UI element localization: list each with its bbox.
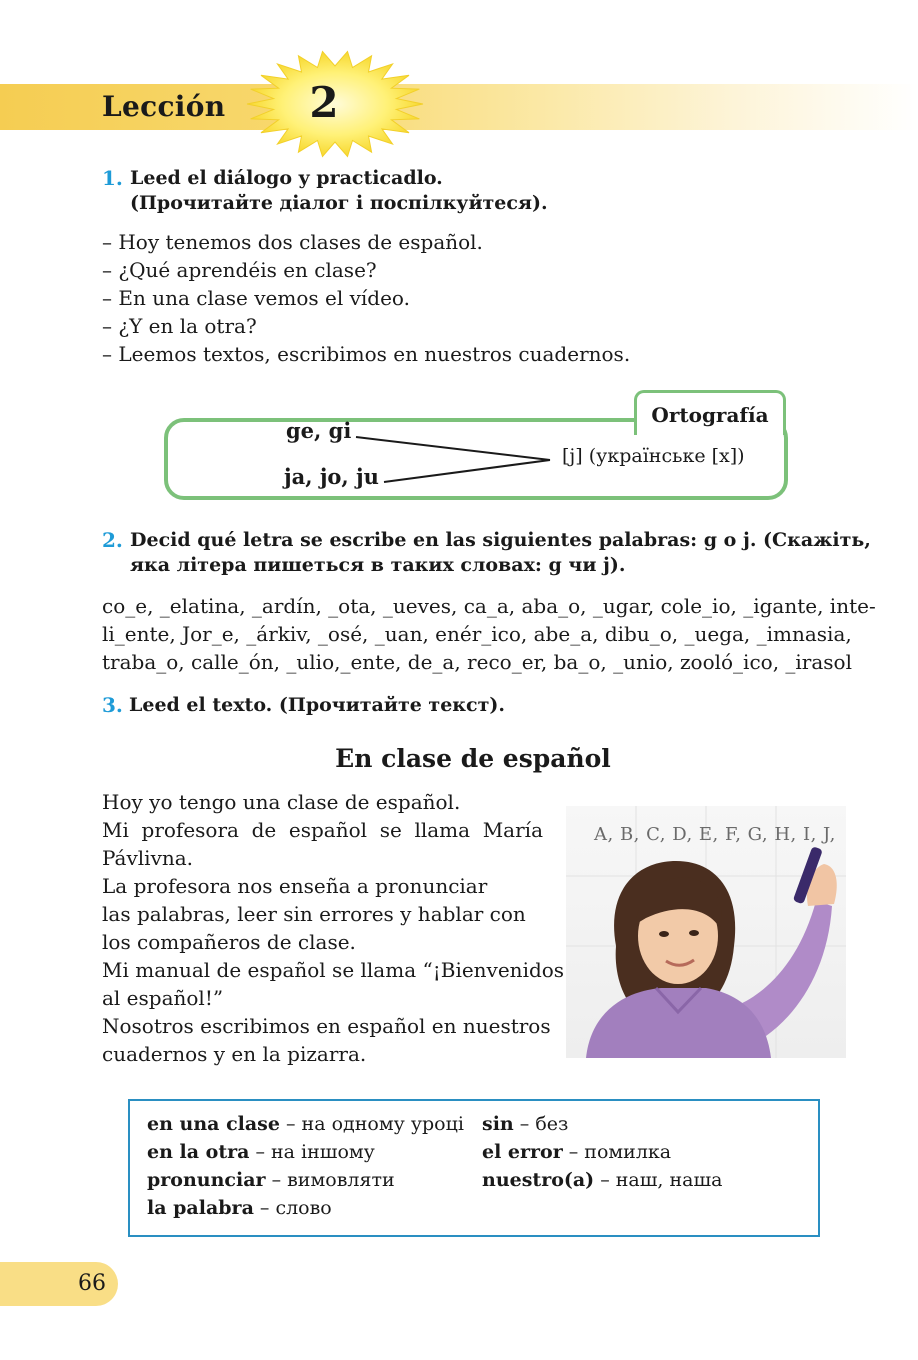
story-text (102, 788, 565, 1068)
vocab-translation: – слово (253, 1197, 332, 1219)
exercise-1-instruction: Leed el diálogo y practicadlo. (130, 167, 443, 189)
vocab-term: sin (482, 1113, 514, 1135)
story-line: Hoy yo tengo una clase de español. (102, 790, 461, 814)
exercise-2-instruction: Decid qué letra se escribe en las siguientes palabras: g o j. (Скажіть, (130, 529, 871, 551)
vocab-translation: – наш, наша (594, 1169, 723, 1191)
story-line: las palabras, leer sin errores y hablar con (102, 902, 526, 926)
vocab-translation: – на одному уроці (279, 1113, 464, 1135)
exercise-1-number: 1. (102, 166, 123, 190)
story-title: En clase de español (335, 744, 611, 773)
vocab-term: nuestro(a) (482, 1169, 595, 1191)
exercise-2-number: 2. (102, 528, 123, 552)
story-line: Pávlivna. (102, 846, 194, 870)
story-line: al español!” (102, 986, 224, 1010)
lesson-title: Lección (102, 90, 226, 123)
ortografia-ja-jo-ju: ja, jo, ju (284, 464, 379, 489)
vocab-term: la palabra (147, 1197, 254, 1219)
story-line: Mi manual de español se llama “¡Bienvenidos (102, 958, 565, 982)
vocab-entry (482, 1138, 722, 1166)
board-alphabet: A, B, C, D, E, F, G, H, I, J, (594, 824, 836, 845)
vocabulary-left-column (147, 1110, 464, 1222)
lesson-number: 2 (309, 78, 339, 127)
vocab-entry (147, 1194, 464, 1222)
story-line: Nosotros escribimos en español en nuestros (102, 1014, 551, 1038)
vocab-entry (147, 1166, 464, 1194)
dialog-line: – ¿Qué aprendéis en clase? (102, 258, 377, 282)
exercise-3-instruction: Leed el texto. (Прочитайте текст). (129, 694, 505, 716)
ortografia-tab: Ortografía (634, 390, 786, 435)
exercise-3-number: 3. (102, 693, 123, 717)
dialog-block (102, 228, 630, 368)
vocab-entry (482, 1166, 722, 1194)
vocab-translation: – без (513, 1113, 569, 1135)
dialog-line: – ¿Y en la otra? (102, 314, 257, 338)
word-line: co_e, _elatina, _ardín, _ota, _ueves, ca_a, aba_o, _ugar, cole_io, _igante, inte- (102, 594, 876, 618)
vocab-entry (147, 1110, 464, 1138)
vocab-translation: – на іншому (249, 1141, 375, 1163)
story-line: los compañeros de clase. (102, 930, 356, 954)
word-line: li_ente, Jor_e, _árkiv, _osé, _uan, enér_ico, abe_a, dibu_o, _uega, _imnasia, (102, 622, 852, 646)
vocab-term: el error (482, 1141, 563, 1163)
vocabulary-right-column (482, 1110, 722, 1194)
exercise-1-translation: (Прочитайте діалог і поспілкуйтеся). (130, 192, 548, 214)
exercise-2-translation: яка літера пишеться в таких словах: g чи j). (130, 554, 626, 576)
story-line: La profesora nos enseña a pronunciar (102, 874, 488, 898)
vocab-entry (482, 1110, 722, 1138)
ortografia-ge-gi: ge, gi (286, 418, 352, 443)
ortografia-arrow-lines (350, 430, 560, 490)
vocab-entry (147, 1138, 464, 1166)
vocab-translation: – помилка (562, 1141, 672, 1163)
ortografia-sound: [j] (українське [х]) (562, 445, 745, 467)
page-number: 66 (78, 1271, 106, 1296)
vocab-term: pronunciar (147, 1169, 266, 1191)
story-line: Mi profesora de español se llama María (102, 818, 543, 842)
exercise-2-words (102, 592, 876, 676)
vocab-translation: – вимовляти (265, 1169, 395, 1191)
dialog-line: – Hoy tenemos dos clases de español. (102, 230, 483, 254)
story-line: cuadernos y en la pizarra. (102, 1042, 367, 1066)
dialog-line: – Leemos textos, escribimos en nuestros cuadernos. (102, 342, 631, 366)
vocab-term: en la otra (147, 1141, 250, 1163)
dialog-line: – En una clase vemos el vídeo. (102, 286, 410, 310)
word-line: traba_o, calle_ón, _ulio,_ente, de_a, reco_er, ba_o, _unio, zooló_ico, _irasol (102, 650, 852, 674)
vocab-term: en una clase (147, 1113, 280, 1135)
